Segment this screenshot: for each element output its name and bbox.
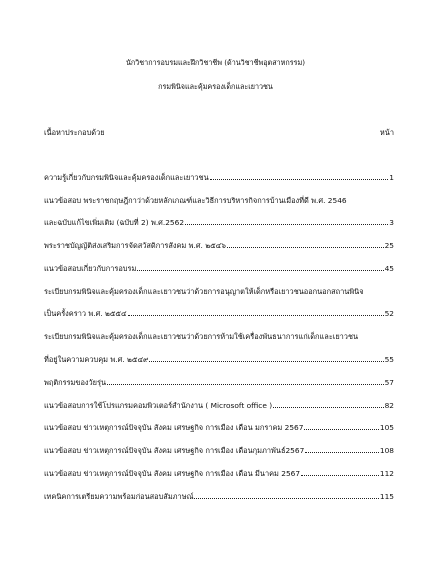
- toc-entry-page: 3: [389, 218, 394, 227]
- toc-entry-text: แนวข้อสอบ ข่าวเหตุการณ์ปัจจุบัน สังคม เศรษฐกิจ การเมือง เดือนกุมภาพันธ์2567: [44, 446, 305, 455]
- toc-entry-text: ความรู้เกี่ยวกับกรมพินิจและคุ้มครองเด็กและเยาวชน: [44, 173, 209, 182]
- toc-entry-page: 25: [384, 241, 394, 250]
- page-column-heading: หน้า: [379, 128, 394, 137]
- toc-entry: [44, 170, 394, 182]
- dot-leader: [185, 224, 388, 225]
- toc-entry-text: เป็นครั้งคราว พ.ศ. ๒๕๕๔: [44, 309, 127, 318]
- toc-entry: [44, 329, 394, 341]
- toc-entry-text: ระเบียบกรมพินิจและคุ้มครองเด็กและเยาวชนว่าด้วยการห้ามใช้เครื่องพันธนาการแก่เด็กและเยาวชน: [44, 332, 359, 341]
- toc-entry-text: เทคนิคการเตรียมความพร้อมก่อนสอบสัมภาษณ์: [44, 492, 194, 501]
- toc-entry-text: พระราชบัญญัติส่งเสริมการจัดสวัสดิการสังคม พ.ศ. ๒๕๔๖: [44, 241, 226, 250]
- dot-leader: [149, 361, 383, 362]
- toc-entry-text: ที่อยู่ในความควบคุม พ.ศ. ๒๕๔๙: [44, 355, 149, 364]
- toc-entry: [44, 375, 394, 387]
- toc-entry: [44, 261, 394, 273]
- toc-entry-page: 45: [384, 264, 394, 273]
- toc-entry-text: แนวข้อสอบ พระราชกฤษฎีกาว่าด้วยหลักเกณฑ์และวิธีการบริหารกิจการบ้านเมืองที่ดี พ.ศ. 2546: [44, 196, 347, 205]
- toc-entry: [44, 352, 394, 364]
- toc-entry-page: 52: [384, 309, 394, 318]
- toc-entry-page: 112: [379, 469, 394, 478]
- toc-entry-page: 115: [379, 492, 394, 501]
- toc-entry: [44, 306, 394, 318]
- toc-entry: [44, 284, 394, 296]
- toc-entry-text: แนวข้อสอบ ข่าวเหตุการณ์ปัจจุบัน สังคม เศรษฐกิจ การเมือง เดือน มีนาคม 2567: [44, 469, 301, 478]
- toc-entry-page: 108: [379, 446, 394, 455]
- toc-entry-text: ระเบียบกรมพินิจและคุ้มครองเด็กและเยาวชนว่าด้วยการอนุญาตให้เด็กหรือเยาวชนออกนอกสถานพินิจ: [44, 287, 364, 296]
- dot-leader: [128, 315, 384, 316]
- toc-entry: [44, 398, 394, 410]
- dot-leader: [305, 452, 379, 453]
- dot-leader: [301, 475, 379, 476]
- dot-leader: [304, 429, 378, 430]
- dot-leader: [273, 407, 383, 408]
- dot-leader: [210, 179, 389, 180]
- toc-entry-page: 105: [379, 423, 394, 432]
- toc-entry-text: แนวข้อสอบเกี่ยวกับการอบรม: [44, 264, 137, 273]
- dot-leader: [107, 384, 384, 385]
- toc-entry-page: 55: [384, 355, 394, 364]
- toc-entry-text: พฤติกรรมของวัยรุ่น: [44, 378, 107, 387]
- toc-entry: [44, 466, 394, 478]
- toc-entry: [44, 420, 394, 432]
- toc-entry: [44, 443, 394, 455]
- dot-leader: [194, 498, 378, 499]
- toc-entry-text: แนวข้อสอบ ข่าวเหตุการณ์ปัจจุบัน สังคม เศรษฐกิจ การเมือง เดือน มกราคม 2567: [44, 423, 304, 432]
- toc-entry-page: 82: [384, 401, 394, 410]
- toc-entry: [44, 238, 394, 250]
- dot-leader: [137, 270, 383, 271]
- toc-entry: [44, 215, 394, 227]
- contents-heading: เนื้อหาประกอบด้วย: [44, 128, 105, 137]
- toc-entry-text: และฉบับแก้ไขเพิ่มเติม (ฉบับที่ 2) พ.ศ.2562: [44, 218, 185, 227]
- toc-entry: [44, 193, 394, 205]
- toc-entry-text: แนวข้อสอบการใช้โปรแกรมคอมพิวเตอร์สำนักงาน ( Microsoft office ): [44, 401, 273, 410]
- toc-entry-page: 57: [384, 378, 394, 387]
- document-subtitle: กรมพินิจและคุ้มครองเด็กและเยาวชน: [158, 82, 273, 91]
- document-title: นักวิชาการอบรมและฝึกวิชาชีพ (ด้านวิชาชีพอุตสาหกรรม): [126, 58, 305, 67]
- dot-leader: [227, 247, 384, 248]
- toc-entry-page: 1: [389, 173, 394, 182]
- toc-entry: [44, 489, 394, 501]
